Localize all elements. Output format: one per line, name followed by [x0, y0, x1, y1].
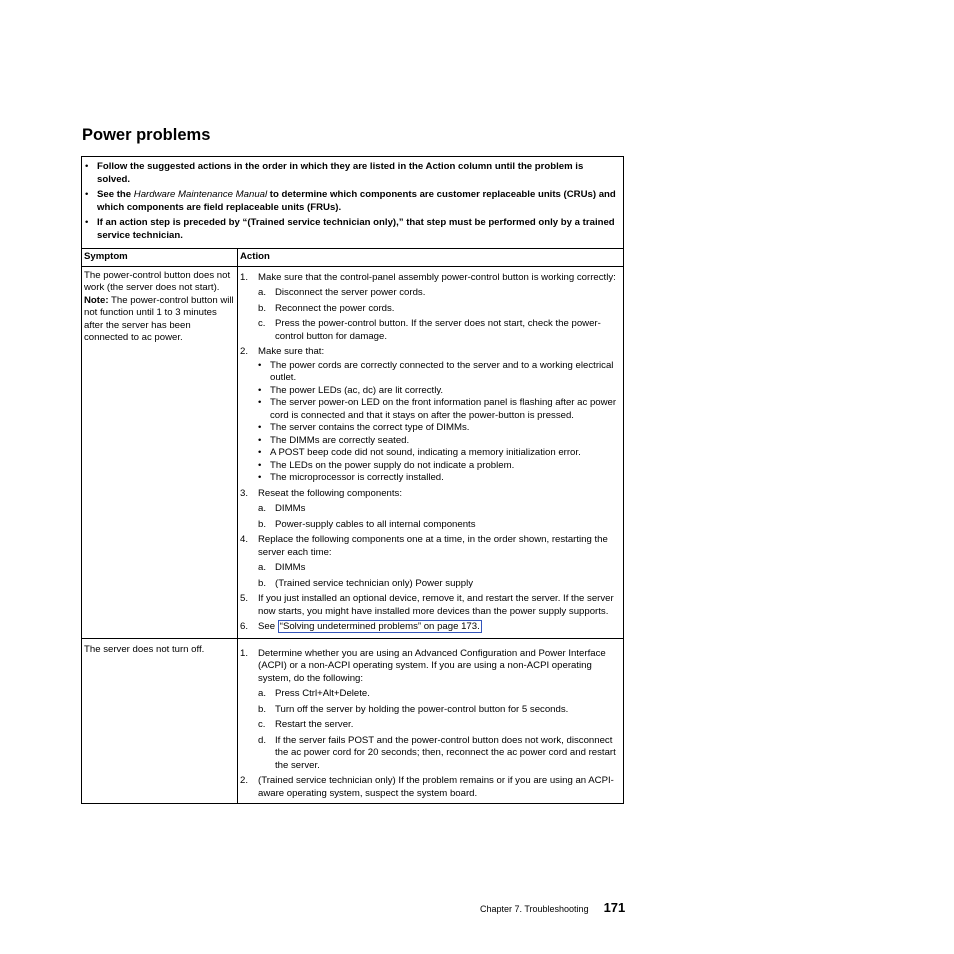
symptom-text: The power-control button does not work (the server does not start). — [84, 269, 231, 293]
chapter-label: Chapter 7. Troubleshooting — [480, 904, 589, 914]
instruction-text: If an action step is preceded by “(Trained service technician only),” that step must be performed only by a trained service technician. — [97, 217, 615, 241]
action-substep: a. DIMMs — [258, 503, 306, 514]
manual-title: Hardware Maintenance Manual — [133, 189, 268, 200]
check-bullet: • The server contains the correct type of DIMMs. — [258, 422, 470, 433]
action-substep: b. Reconnect the power cords. — [258, 302, 395, 314]
symptom-cell — [82, 267, 238, 638]
instruction-item — [85, 189, 619, 214]
instruction-text: Follow the suggested actions in the order in which they are listed in the Action column until the problem is solved. — [97, 161, 584, 185]
check-bullet: • A POST beep code did not sound, indicating a memory initialization error. — [258, 447, 581, 458]
instructions-box — [82, 157, 623, 249]
bullet-icon: • — [85, 161, 89, 172]
bullet-icon: • — [258, 447, 262, 458]
action-cell — [238, 639, 623, 804]
check-bullet: • The server power-on LED on the front information panel is flashing after ac power cord is connected and that it stays on after the power-button is pressed. — [258, 397, 617, 421]
bullet-icon: • — [258, 384, 262, 396]
page-title: Power problems — [82, 126, 211, 144]
action-cell — [238, 267, 623, 638]
instruction-item — [85, 217, 619, 242]
bullet-icon: • — [85, 189, 89, 200]
action-step: 1. Make sure that the control-panel assembly power-control button is working correctly: — [240, 271, 616, 283]
table-header — [82, 249, 623, 267]
action-substep: b. Turn off the server by holding the power-control button for 5 seconds. — [258, 703, 569, 715]
bullet-icon: • — [85, 217, 89, 228]
action-substep: c. Press the power-control button. If the server does not start, check the power-control button for damage. — [258, 318, 601, 342]
table-row — [82, 267, 623, 639]
action-step: 4. Replace the following components one at a time, in the order shown, restarting the server each time: — [240, 534, 608, 558]
action-step: 6. See “Solving undetermined problems” on page 173. — [240, 621, 480, 632]
bullet-icon: • — [258, 434, 262, 446]
action-step: 3. Reseat the following components: — [240, 487, 402, 499]
bullet-icon: • — [258, 397, 262, 408]
check-bullet: • The microprocessor is correctly installed. — [258, 472, 444, 483]
solving-undetermined-problems-link[interactable]: “Solving undetermined problems” on page 173. — [279, 621, 480, 632]
check-bullet: • The power LEDs (ac, dc) are lit correctly. — [258, 384, 444, 396]
symptom-note: Note: The power-control button will not function until 1 to 3 minutes after the server has been connected to ac power. — [84, 294, 234, 343]
action-substep: c. Restart the server. — [258, 719, 354, 730]
bullet-icon: • — [258, 459, 262, 471]
symptom-header: Symptom — [82, 249, 238, 266]
bullet-icon: • — [258, 422, 262, 433]
check-bullet: • The power cords are correctly connected to the server and to a working electrical outlet. — [258, 359, 614, 383]
page-footer — [480, 900, 625, 915]
action-step: 2. (Trained service technician only) If the problem remains or if you are using an ACPI-aware operating system, suspect the system board. — [240, 775, 614, 799]
check-bullet: • The LEDs on the power supply do not indicate a problem. — [258, 459, 515, 471]
action-substep: a. DIMMs — [258, 562, 306, 573]
action-substep: b. (Trained service technician only) Power supply — [258, 577, 474, 589]
action-substep: a. Press Ctrl+Alt+Delete. — [258, 688, 370, 699]
bullet-icon: • — [258, 472, 262, 483]
instruction-item — [85, 161, 619, 186]
action-step: 2. Make sure that: — [240, 346, 325, 357]
page-number: 171 — [603, 900, 626, 915]
action-header: Action — [240, 251, 270, 262]
action-substep: d. If the server fails POST and the power-control button does not work, disconnect the ac power cord for 20 seconds; then, reconnect the ac power cord and restart the server. — [258, 734, 616, 771]
check-bullet: • The DIMMs are correctly seated. — [258, 434, 410, 446]
power-problems-table — [81, 156, 624, 804]
action-substep: a. Disconnect the server power cords. — [258, 287, 426, 298]
action-step: 5. If you just installed an optional device, remove it, and restart the server. If the server now starts, you might have installed more devices than the power supply supports. — [240, 593, 614, 617]
instruction-text: See the Hardware Maintenance Manual to determine which components are customer replaceable units (CRUs) and which components are field replaceable units (FRUs). — [97, 189, 616, 213]
symptom-cell: The server does not turn off. — [82, 639, 238, 804]
action-substep: b. Power-supply cables to all internal components — [258, 518, 476, 530]
action-step: 1. Determine whether you are using an Advanced Configuration and Power Interface (ACPI) or a non-ACPI operating system. If you are using a non-ACPI operating system, do the following: — [240, 647, 606, 684]
bullet-icon: • — [258, 359, 262, 371]
table-row — [82, 639, 623, 804]
